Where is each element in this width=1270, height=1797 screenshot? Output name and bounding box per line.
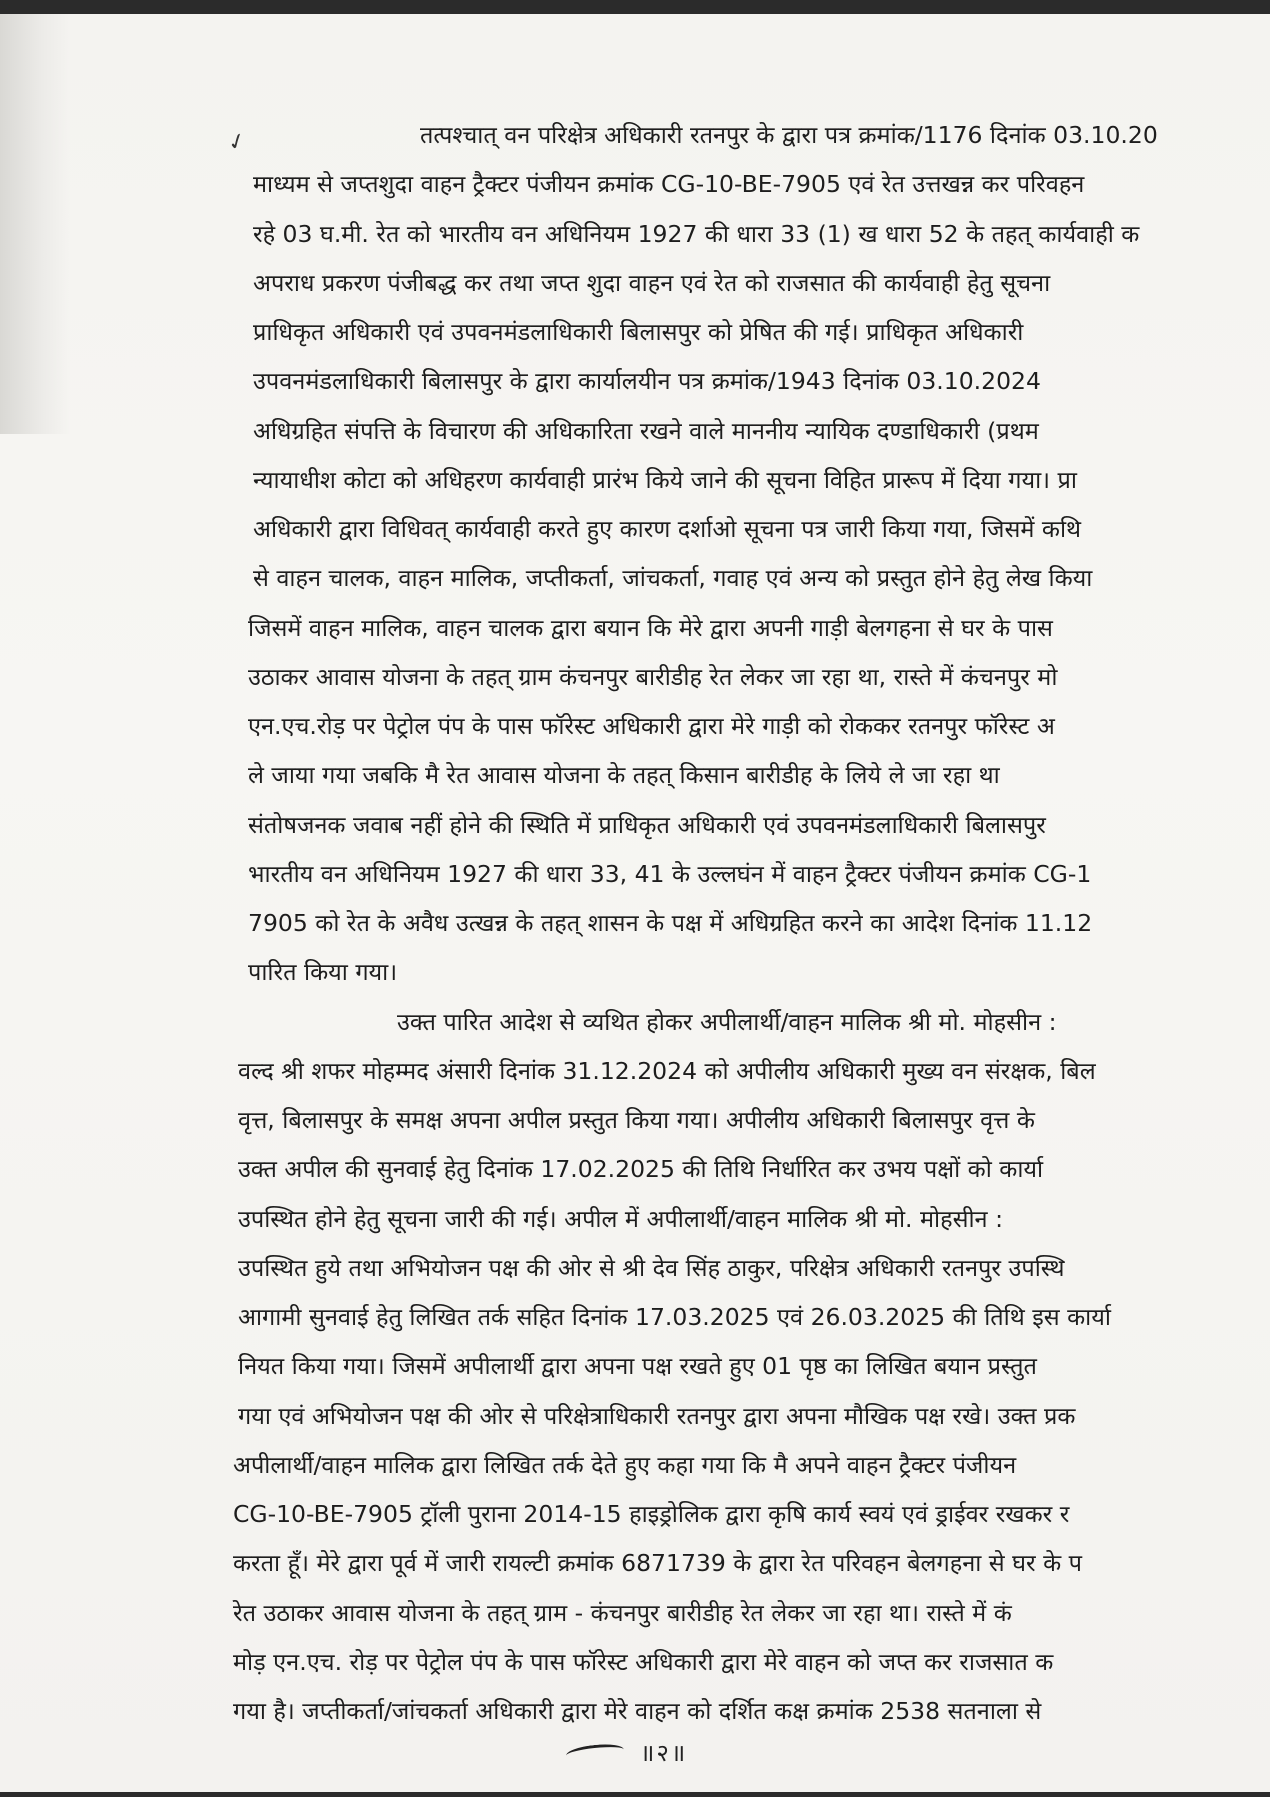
text-line: अधिग्रहित संपत्ति के विचारण की अधिकारिता रखने वाले माननीय न्यायिक दण्डाधिकारी (प्रथम: [253, 417, 1039, 445]
text-line: से वाहन चालक, वाहन मालिक, जप्तीकर्ता, जांचकर्ता, गवाह एवं अन्य को प्रस्तुत होने हेतु लेख किया: [253, 564, 1093, 592]
text-line: उक्त पारित आदेश से व्यथित होकर अपीलार्थी/वाहन मालिक श्री मो. मोहसीन :: [397, 1008, 1057, 1036]
text-line: अधिकारी द्वारा विधिवत् कार्यवाही करते हुए कारण दर्शाओ सूचना पत्र जारी किया गया, जिसमें कथि: [253, 515, 1082, 543]
text-line: उपवनमंडलाधिकारी बिलासपुर के द्वारा कार्यालयीन पत्र क्रमांक/1943 दिनांक 03.10.2024: [253, 367, 1041, 395]
text-line: प्राधिकृत अधिकारी एवं उपवनमंडलाधिकारी बिलासपुर को प्रेषित की गई। प्राधिकृत अधिकारी: [253, 318, 1024, 346]
margin-tick-mark: ✓: [224, 127, 251, 158]
text-line: उपस्थित होने हेतु सूचना जारी की गई। अपील में अपीलार्थी/वाहन मालिक श्री मो. मोहसीन :: [238, 1205, 1003, 1233]
text-line: उपस्थित हुये तथा अभियोजन पक्ष की ओर से श्री देव सिंह ठाकुर, परिक्षेत्र अधिकारी रतनपुर उपस्थि: [238, 1254, 1065, 1282]
document-body: [0, 14, 1270, 1792]
text-line: एन.एच.रोड़ पर पेट्रोल पंप के पास फॉरेस्ट अधिकारी द्वारा मेरे गाड़ी को रोककर रतनपुर फॉरेस्ट अ: [248, 712, 1055, 740]
text-line: पारित किया गया।: [248, 958, 398, 986]
text-line: रेत उठाकर आवास योजना के तहत् ग्राम - कंचनपुर बारीडीह रेत लेकर जा रहा था। रास्ते में कं: [233, 1599, 1012, 1627]
text-line: मोड़ एन.एच. रोड़ पर पेट्रोल पंप के पास फॉरेस्ट अधिकारी द्वारा मेरे वाहन को जप्त कर राजसात क: [233, 1648, 1054, 1676]
text-line: न्यायाधीश कोटा को अधिहरण कार्यवाही प्रारंभ किये जाने की सूचना विहित प्रारूप में दिया गया। प्रा: [253, 466, 1078, 494]
document-page: [0, 14, 1270, 1792]
page-number-stamp: ॥२॥: [640, 1739, 688, 1767]
text-line: संतोषजनक जवाब नहीं होने की स्थिति में प्राधिकृत अधिकारी एवं उपवनमंडलाधिकारी बिलासपुर: [248, 811, 1046, 839]
text-line: उक्त अपील की सुनवाई हेतु दिनांक 17.02.2025 की तिथि निर्धारित कर उभय पक्षों को कार्या: [238, 1155, 1044, 1183]
text-line: 7905 को रेत के अवैध उत्खन्न के तहत् शासन के पक्ष में अधिग्रहित करने का आदेश दिनांक 11.12: [248, 909, 1093, 937]
text-line: उठाकर आवास योजना के तहत् ग्राम कंचनपुर बारीडीह रेत लेकर जा रहा था, रास्ते में कंचनपुर मो: [248, 663, 1058, 691]
text-line: गया एवं अभियोजन पक्ष की ओर से परिक्षेत्राधिकारी रतनपुर द्वारा अपना मौखिक पक्ष रखे। उक्त प्रक: [238, 1402, 1076, 1430]
text-line: तत्पश्चात् वन परिक्षेत्र अधिकारी रतनपुर के द्वारा पत्र क्रमांक/1176 दिनांक 03.10.20: [420, 121, 1158, 149]
text-line: करता हूँ। मेरे द्वारा पूर्व में जारी रायल्टी क्रमांक 6871739 के द्वारा रेत परिवहन बेलगहना से घर के प: [233, 1549, 1082, 1577]
text-line: आगामी सुनवाई हेतु लिखित तर्क सहित दिनांक 17.03.2025 एवं 26.03.2025 की तिथि इस कार्या: [238, 1303, 1111, 1331]
text-line: गया है। जप्तीकर्ता/जांचकर्ता अधिकारी द्वारा मेरे वाहन को दर्शित कक्ष क्रमांक 2538 सतनाला से: [233, 1697, 1042, 1725]
text-line: वृत्त, बिलासपुर के समक्ष अपना अपील प्रस्तुत किया गया। अपीलीय अधिकारी बिलासपुर वृत्त के: [238, 1106, 1035, 1134]
text-line: जिसमें वाहन मालिक, वाहन चालक द्वारा बयान कि मेरे द्वारा अपनी गाड़ी बेलगहना से घर के पास: [248, 614, 1053, 642]
text-line: माध्यम से जप्तशुदा वाहन ट्रैक्टर पंजीयन क्रमांक CG-10-BE-7905 एवं रेत उत्तखन्न कर परिवहन: [253, 170, 1085, 198]
text-line: नियत किया गया। जिसमें अपीलार्थी द्वारा अपना पक्ष रखते हुए 01 पृष्ठ का लिखित बयान प्रस्तुत: [238, 1352, 1037, 1380]
text-line: वल्द श्री शफर मोहम्मद अंसारी दिनांक 31.12.2024 को अपीलीय अधिकारी मुख्य वन संरक्षक, बिल: [238, 1057, 1096, 1085]
text-line: CG-10-BE-7905 ट्रॉली पुराना 2014-15 हाइड्रोलिक द्वारा कृषि कार्य स्वयं एवं ड्राईवर रखकर र: [233, 1500, 1070, 1528]
text-line: ले जाया गया जबकि मै रेत आवास योजना के तहत् किसान बारीडीह के लिये ले जा रहा था: [248, 761, 1000, 789]
text-line: रहे 03 घ.मी. रेत को भारतीय वन अधिनियम 1927 की धारा 33 (1) ख धारा 52 के तहत् कार्यवाही क: [253, 220, 1140, 248]
text-line: अपीलार्थी/वाहन मालिक द्वारा लिखित तर्क देते हुए कहा गया कि मै अपने वाहन ट्रैक्टर पंजीयन: [233, 1451, 1017, 1479]
text-line: अपराध प्रकरण पंजीबद्ध कर तथा जप्त शुदा वाहन एवं रेत को राजसात की कार्यवाही हेतु सूचना: [253, 269, 1051, 297]
text-line: भारतीय वन अधिनियम 1927 की धारा 33, 41 के उल्लघंन में वाहन ट्रैक्टर पंजीयन क्रमांक CG-1: [248, 860, 1092, 888]
